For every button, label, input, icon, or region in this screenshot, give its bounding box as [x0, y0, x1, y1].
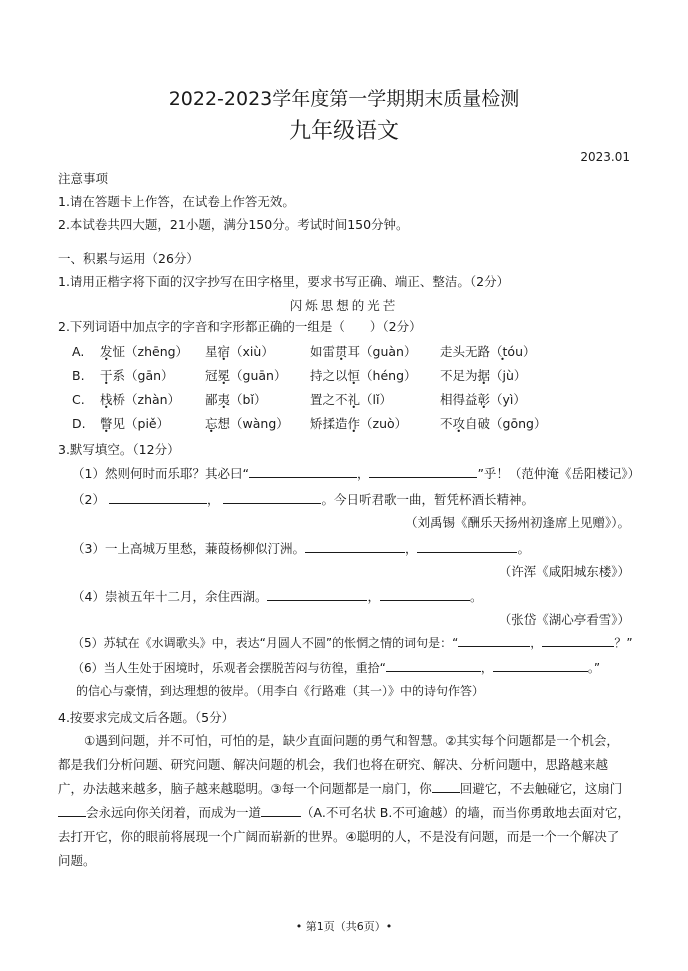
recite-line-6-cont: 的信心与豪情，到达理想的彼岸。（用李白《行路难（其一）》中的诗句作答） — [76, 684, 485, 698]
recite-text: ， — [404, 541, 418, 556]
copy-text: 闪烁思想的光芒 — [289, 298, 399, 313]
answer-blank — [542, 634, 614, 647]
recite-text: 。 — [469, 589, 483, 604]
option-word: 持之以恒（héng） — [310, 368, 417, 383]
option-word: 瞥见（piě） — [100, 416, 170, 431]
recite-text: 。今日听君歌一曲，暂凭杯酒长精神。 — [321, 492, 534, 507]
note-item: 2.本试卷共四大题，21小题，满分150分。考试时间150分钟。 — [58, 217, 409, 232]
exam-date: 2023.01 — [580, 150, 630, 164]
question-4-heading: 4.按要求完成文后各题。（5分） — [58, 710, 235, 725]
answer-blank — [386, 659, 481, 672]
answer-blank — [223, 491, 321, 504]
dotted-character: 攻 — [452, 416, 466, 431]
dotted-character: 彰 — [477, 392, 491, 407]
section-heading: 一、积累与运用（26分） — [58, 251, 199, 266]
recite-text: （1）然则何时而乐耶？其必曰“ — [72, 466, 249, 481]
recite-text: （6）当人生处于困境时，乐观者会摆脱苦闷与彷徨，重拾“ — [72, 661, 386, 675]
option-word: 干系（gān） — [100, 368, 174, 383]
recite-text: （2） — [72, 492, 105, 507]
recite-source: （张岱《湖心亭看雪》） — [498, 612, 630, 627]
option-word: 星宿（xiù） — [205, 344, 274, 359]
recite-text: ， — [530, 636, 543, 650]
recite-text: ， — [480, 661, 493, 675]
recite-line-1 — [72, 464, 640, 482]
dotted-character: 栈 — [100, 392, 113, 407]
option-label: D. — [72, 416, 86, 431]
recite-source: （刘禹锡《酬乐天扬州初逢席上见赠》）。 — [404, 515, 630, 530]
answer-blank — [380, 588, 470, 601]
question-2: 2.下列词语中加点字的字音和字形都正确的一组是（ ）（2分） — [58, 319, 422, 334]
recite-text: ”乎！（范仲淹《岳阳楼记》） — [477, 466, 641, 481]
recite-text: （4）崇祯五年十二月，余住西湖。 — [72, 589, 268, 604]
answer-blank — [493, 659, 588, 672]
dotted-character: 发 — [100, 344, 113, 359]
answer-blank — [109, 491, 207, 504]
recite-text: ？” — [614, 636, 633, 650]
recite-text: 。 — [517, 541, 530, 556]
answer-blank — [417, 540, 517, 553]
option-word: 相得益彰（yì） — [440, 392, 526, 407]
option-word: 置之不礼（lǐ） — [310, 392, 392, 407]
exam-subtitle: 九年级语文 — [288, 119, 399, 144]
answer-blank — [305, 540, 405, 553]
recite-source: （许浑《咸阳城东楼》） — [498, 564, 630, 579]
option-label: A. — [72, 344, 85, 359]
dotted-character: 干 — [100, 368, 113, 383]
option-word: 忘想（wàng） — [205, 416, 289, 431]
option-word: 发怔（zhēng） — [100, 344, 189, 359]
passage-text: ①遇到问题，并不可怕，可怕的是，缺少直面问题的勇气和智慧。②其实每个问题都是一个机会，都是我们分析问题、研究问题、解决问题的机会，我们也将在研究、解决、分析问题中，思路越来越广，办法越来越多，脑子越来越聪明。③每一个问题都是一扇门，你 — [58, 733, 619, 796]
passage-paragraph — [58, 729, 630, 873]
passage-text: 回避它，不去触碰它，这扇门 — [459, 781, 623, 796]
note-item: 1.请在答题卡上作答，在试卷上作答无效。 — [58, 194, 295, 209]
question-1: 1.请用正楷字将下面的汉字抄写在田字格里，要求书写正确、端正、整洁。（2分） — [58, 274, 510, 289]
option-word: 走头无路（tóu） — [440, 344, 536, 359]
option-word: 如雷贯耳（guàn） — [310, 344, 417, 359]
option-label: C. — [72, 392, 85, 407]
dotted-character: 瞥 — [100, 416, 113, 431]
dotted-character: 忘 — [205, 416, 218, 431]
answer-blank — [267, 588, 367, 601]
option-word: 矫揉造作（zuò） — [310, 416, 408, 431]
page-footer: • 第1页（共6页）• — [295, 920, 393, 933]
recite-line-2 — [72, 490, 534, 508]
dotted-character: 宿 — [217, 344, 231, 359]
recite-line-4 — [72, 587, 483, 605]
option-word: 不足为据（jù） — [440, 368, 527, 383]
notes-heading: 注意事项 — [58, 171, 109, 186]
answer-blank — [261, 804, 301, 817]
option-word: 冠冕（guān） — [205, 368, 287, 383]
option-word: 不攻自破（gōng） — [440, 416, 547, 431]
dotted-character: 贯 — [335, 344, 348, 359]
passage-text: （A.不可名状 B.不可逾越）的墙，而当你勇敢地去面对它，去打开它，你的眼前将展现一个广阔而崭新的世界。④聪明的人，不是没有问题，而是一个一个解决了问题。 — [58, 805, 630, 868]
recite-text: 。” — [587, 661, 601, 675]
answer-blank — [58, 804, 86, 817]
answer-blank — [369, 465, 477, 478]
dotted-character: 夷 — [217, 392, 231, 407]
recite-text: ， — [367, 589, 380, 604]
dotted-character: 据 — [477, 368, 491, 383]
passage-text: 会永远向你关闭着，而成为一道 — [86, 805, 262, 820]
recite-text: （3）一上高城万里愁，蒹葭杨柳似汀洲。 — [72, 541, 305, 556]
recite-text: ， — [356, 466, 370, 481]
option-word: 栈桥（zhàn） — [100, 392, 181, 407]
exam-title: 2022-2023学年度第一学期期末质量检测 — [168, 88, 520, 110]
recite-line-6 — [72, 659, 600, 676]
option-label: B. — [72, 368, 85, 383]
answer-blank — [249, 465, 357, 478]
dotted-character: 礼 — [347, 392, 361, 407]
answer-blank — [432, 780, 460, 793]
recite-text: ， — [206, 492, 220, 507]
dotted-character: 作 — [347, 416, 361, 431]
answer-blank — [458, 634, 530, 647]
dotted-character: 冕 — [217, 368, 231, 383]
question-3-heading: 3.默写填空。（12分） — [58, 442, 180, 457]
recite-text: （5）苏轼在《水调歌头》中，表达“月圆人不圆”的怅惘之情的词句是：“ — [72, 636, 459, 650]
option-word: 鄙夷（bǐ） — [205, 392, 267, 407]
recite-line-5 — [72, 634, 633, 651]
recite-line-3 — [72, 539, 530, 557]
dotted-character: 恒 — [347, 368, 361, 383]
